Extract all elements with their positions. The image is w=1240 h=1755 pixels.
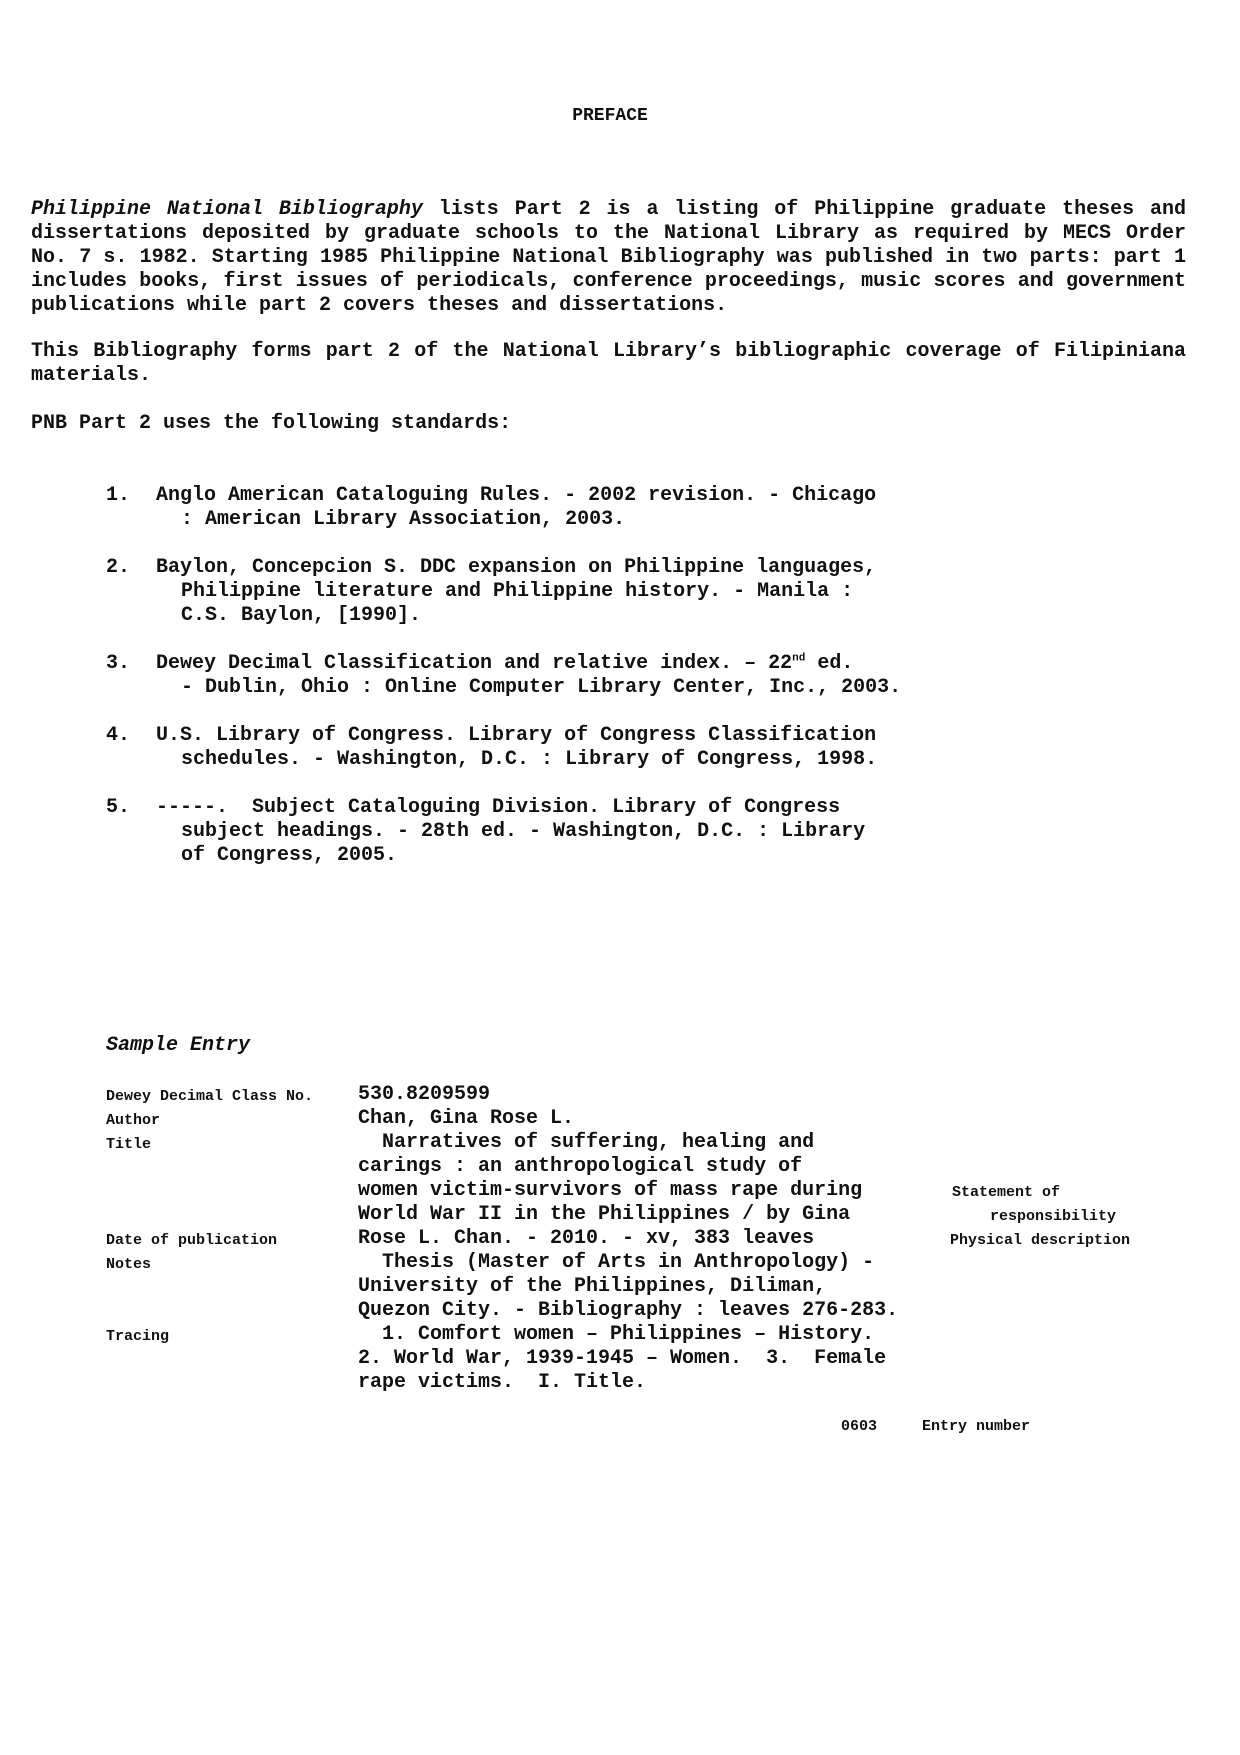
standard-continuation: subject headings. - 28th ed. - Washington, D.C. : Library [181, 820, 866, 843]
value-author: Chan, Gina Rose L. [358, 1107, 575, 1130]
label-author: Author [106, 1112, 161, 1129]
side-label-responsibility: responsibility [990, 1208, 1117, 1225]
standard-number: 1. [106, 484, 131, 507]
value-tracing-line: 1. Comfort women – Philippines – History. [358, 1323, 875, 1346]
standard-line-text: Dewey Decimal Classification and relative index. – 22 [156, 652, 793, 675]
intro-italic-title: Philippine National Bibliography [31, 198, 423, 221]
value-notes-line: University of the Philippines, Diliman, [358, 1275, 827, 1298]
value-notes-line: Quezon City. - Bibliography : leaves 276-283. [358, 1299, 899, 1322]
entry-number-value: 0603 [841, 1418, 878, 1435]
value-title-line: women victim-survivors of mass rape during [358, 1179, 863, 1202]
standard-continuation: of Congress, 2005. [181, 844, 398, 867]
standard-line: Anglo American Cataloguing Rules. - 2002 revision. - Chicago [156, 484, 877, 507]
standard-number: 3. [106, 652, 131, 675]
label-title: Title [106, 1136, 152, 1153]
side-label-statement: Statement of [952, 1184, 1061, 1201]
sample-entry-title: Sample Entry [106, 1034, 251, 1057]
value-title-line: carings : an anthropological study of [358, 1155, 803, 1178]
standards-intro: PNB Part 2 uses the following standards: [31, 412, 512, 435]
standard-line-text: ed. [805, 652, 854, 675]
standard-continuation: - Dublin, Ohio : Online Computer Library Center, Inc., 2003. [181, 676, 902, 699]
standard-number: 4. [106, 724, 131, 747]
label-notes: Notes [106, 1256, 152, 1273]
ordinal-suffix: nd [792, 652, 806, 665]
value-tracing-line: 2. World War, 1939-1945 – Women. 3. Female [358, 1347, 887, 1370]
standard-number: 2. [106, 556, 131, 579]
page-title: PREFACE [572, 106, 648, 126]
standard-line: -----. Subject Cataloguing Division. Library of Congress [156, 796, 841, 819]
standard-line [156, 652, 853, 676]
coverage-paragraph: This Bibliography forms part 2 of the National Library’s bibliographic coverage of Filipiniana materials. [31, 340, 1186, 387]
value-notes-line: Thesis (Master of Arts in Anthropology) - [358, 1251, 875, 1274]
intro-text: lists Part 2 is a listing of Philippine graduate theses and dissertations deposited by graduate schools to the National Library as required by MECS Order No. 7 s. 1982. Starting 1985 Philippine National Bibliography was published in two parts: part 1 includes books, first issues of periodicals, conference proceedings, music scores and government publications while part 2 covers theses and dissertations. [31, 198, 1187, 317]
standard-line: U.S. Library of Congress. Library of Congress Classification [156, 724, 877, 747]
standard-continuation: C.S. Baylon, [1990]. [181, 604, 422, 627]
standard-continuation: : American Library Association, 2003. [181, 508, 626, 531]
value-title-line: Rose L. Chan. - 2010. - xv, 383 leaves [358, 1227, 815, 1250]
label-tracing: Tracing [106, 1328, 170, 1345]
standard-number: 5. [106, 796, 131, 819]
label-date: Date of publication [106, 1232, 278, 1249]
label-dewey: Dewey Decimal Class No. [106, 1088, 314, 1105]
value-title-line: Narratives of suffering, healing and [358, 1131, 815, 1154]
entry-number-label: Entry number [922, 1418, 1031, 1435]
standard-continuation: Philippine literature and Philippine history. - Manila : [181, 580, 854, 603]
value-tracing-line: rape victims. I. Title. [358, 1371, 647, 1394]
side-label-physical: Physical description [950, 1232, 1131, 1249]
standard-continuation: schedules. - Washington, D.C. : Library of Congress, 1998. [181, 748, 878, 771]
standard-line: Baylon, Concepcion S. DDC expansion on Philippine languages, [156, 556, 877, 579]
value-dewey: 530.8209599 [358, 1083, 491, 1106]
value-title-line: World War II in the Philippines / by Gina [358, 1203, 851, 1226]
intro-paragraph [31, 198, 1186, 318]
